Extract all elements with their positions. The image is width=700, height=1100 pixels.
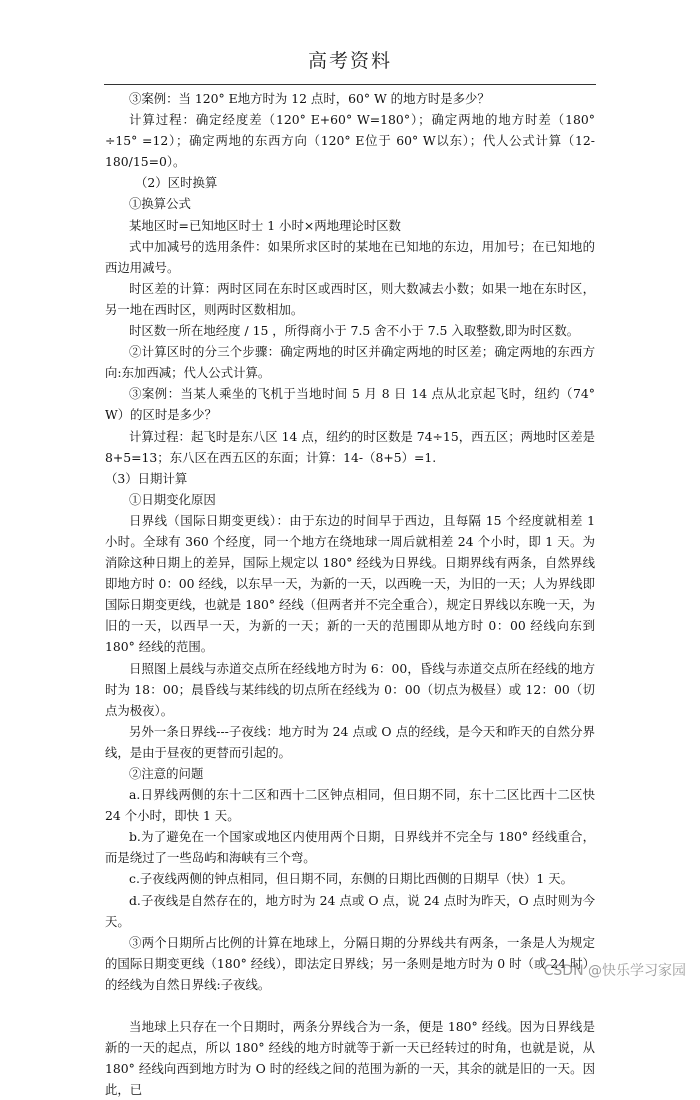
paragraph-spacer — [105, 995, 595, 1016]
csdn-watermark: CSDN @快乐学习家园 — [543, 963, 686, 979]
body-paragraph: 另外一条日界线---子夜线：地方时为 24 点或 O 点的经线，是今天和昨天的自然分界线，是由于昼夜的更替而引起的。 — [105, 723, 595, 760]
body-paragraph: 日界线（国际日期变更线）：由于东边的时间早于西边，且每隔 15 个经度就相差 1 小时。全球有 360 个经度，同一个地方在绕地球一周后就相差 24 个小时，即 1 天。为消除这种日期上的差异，国际上规定以 180° 经线为日界线。日期界线有两条，自然界线即地方时 0：00 经线，以东早一天，为新的一天，以西晚一天，为旧的一天；人为界线即国际日期变更线，也就是 180° 经线（但两者并不完全重合），规定日界线以东晚一天，为旧的一天，以西早一天，为新的一天；新的一天的范围即从地方时 0：00 经线向东到 180° 经线的范围。 — [105, 512, 595, 655]
document-header-title: 高考资料 — [307, 50, 392, 72]
document-body — [105, 88, 595, 1100]
body-paragraph: 某地区时=已知地区时士 1 小时×两地理论时区数 — [129, 217, 401, 233]
body-paragraph: ①换算公式 — [129, 196, 191, 212]
body-paragraph: d.子夜线是自然存在的，地方时为 24 点或 O 点，说 24 点时为昨天，O 点时则为今天。 — [105, 892, 595, 929]
body-paragraph: ③案例：当 120° E地方时为 12 点时，60° W 的地方时是多少？ — [129, 91, 490, 106]
body-paragraph: 计算过程：确定经度差（120° E+60° W=180°）；确定两地的地方时差（180° ÷15° =12）；确定两地的东西方向（120° E位于 60° W以东）；代人公式计算（12-180/15=0）。 — [105, 112, 595, 170]
body-paragraph: ②注意的问题 — [129, 766, 204, 781]
body-paragraph: 当地球上只存在一个日期时，两条分界线合为一条，便是 180° 经线。因为日界线是新的一天的起点，所以 180° 经线的地方时就等于新一天已经转过的时角，也就是说，从 180° 经线向西到地方时为 O 时的经线之间的范围为新的一天，其余的就是旧的一天。因此，已 — [105, 1019, 595, 1098]
body-paragraph: ①日期变化原因 — [129, 491, 216, 507]
body-paragraph: 时区数一所在地经度 / 15 ，所得商小于 7.5 舍不小于 7.5 入取整数,即为时区数。 — [129, 323, 580, 339]
body-paragraph: 日照图上晨线与赤道交点所在经线地方时为 6：00，昏线与赤道交点所在经线的地方时为 18：00；晨昏线与某纬线的切点所在经线为 0：00（切点为极昼）或 12：00（切点为极夜）。 — [105, 660, 595, 718]
body-paragraph: 计算过程：起飞时是东八区 14 点，纽约的时区数是 74÷15，西五区；两地时区差是 8+5=13；东八区在西五区的东面；计算：14-（8+5）=1. — [105, 428, 595, 465]
body-paragraph: 时区差的计算：两时区同在东时区或西时区，则大数减去小数；如果一地在东时区，另一地在西时区，则两时区数相加。 — [105, 280, 595, 317]
body-paragraph: ③两个日期所占比例的计算在地球上，分隔日期的分界线共有两条，一条是人为规定的国际日期变更线（180° 经线），即法定日界线；另一条则是地方时为 0 时（或 24 时）的经线为自然日界线:子夜线。 — [105, 934, 595, 992]
body-paragraph: a.日界线两侧的东十二区和西十二区钟点相同，但日期不同，东十二区比西十二区快 24 个小时，即快 1 天。 — [105, 787, 595, 824]
body-paragraph: 式中加减号的选用条件：如果所求区时的某地在已知地的东边，用加号；在已知地的西边用减号。 — [105, 238, 595, 275]
header-divider — [104, 84, 596, 85]
body-paragraph: b.为了避免在一个国家或地区内使用两个日期，日界线并不完全与 180° 经线重合，而是绕过了一些岛屿和海峡有三个弯。 — [105, 829, 595, 866]
body-paragraph: ③案例：当某人乘坐的飞机于当地时间 5 月 8 日 14 点从北京起飞时，纽约（74° W）的区时是多少？ — [105, 386, 595, 423]
body-paragraph: c.子夜线两侧的钟点相同，但日期不同，东侧的日期比西侧的日期早（快）1 天。 — [129, 871, 573, 887]
body-paragraph: ②计算区时的分三个步骤：确定两地的时区并确定两地的时区差；确定两地的东西方向:东加西减；代人公式计算。 — [105, 344, 595, 381]
body-paragraph: （2）区时换算 — [135, 175, 218, 191]
body-paragraph: （3）日期计算 — [105, 470, 188, 486]
